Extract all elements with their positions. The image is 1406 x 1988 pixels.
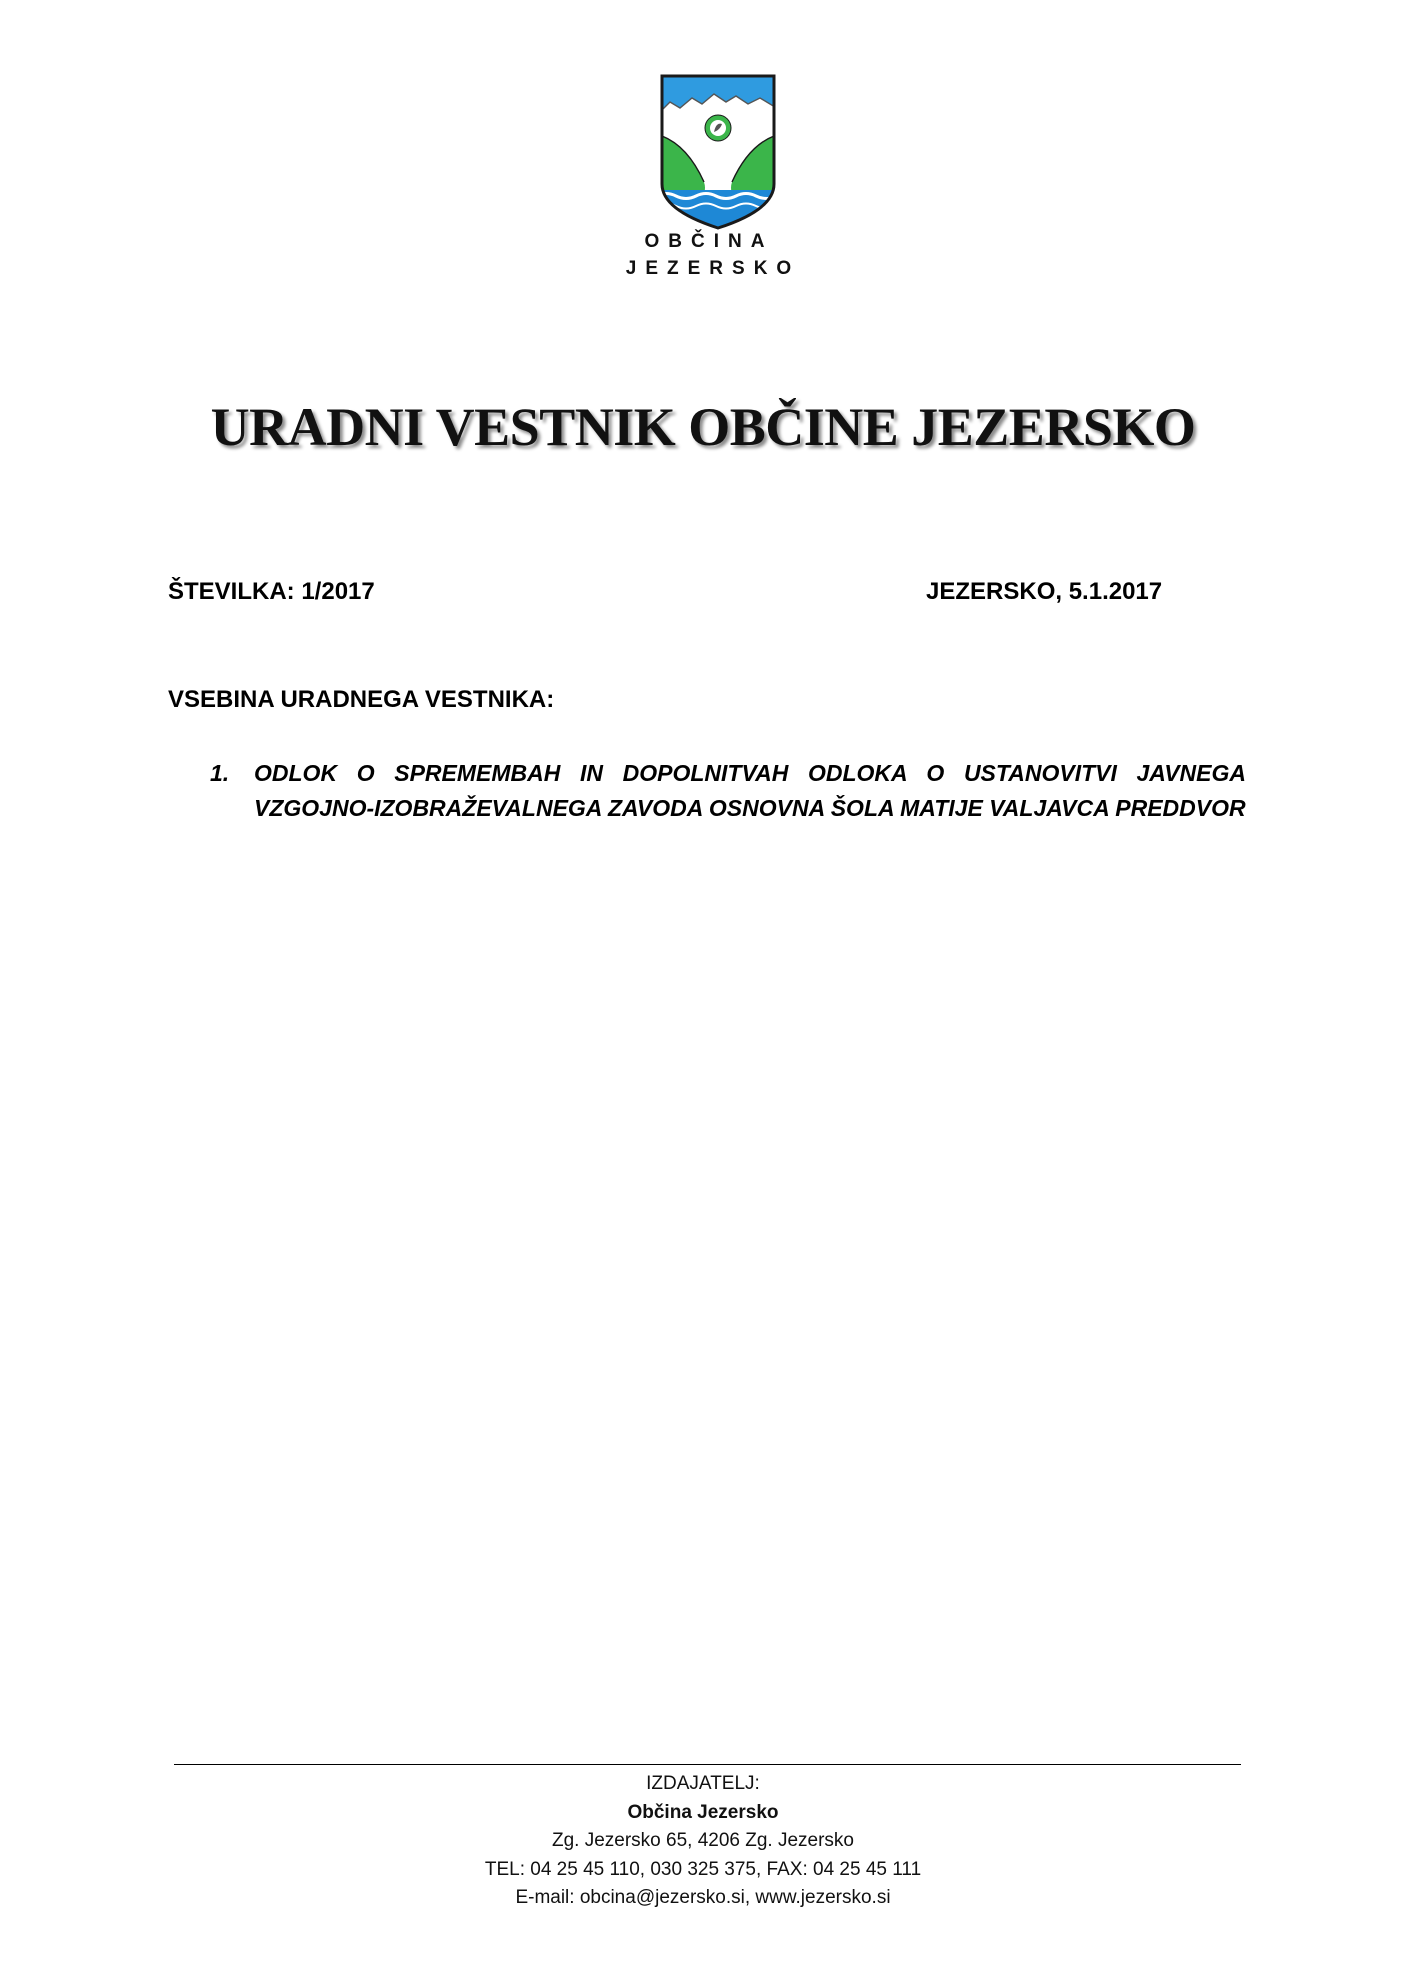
list-item-number: 1. [210, 760, 230, 786]
contents-list [210, 756, 1246, 826]
issue-number: ŠTEVILKA: 1/2017 [168, 578, 375, 605]
publisher-phones: TEL: 04 25 45 110, 030 325 375, FAX: 04 25 45 111 [484, 1858, 922, 1880]
publisher-address: Zg. Jezersko 65, 4206 Zg. Jezersko [551, 1830, 855, 1851]
list-item[interactable] [210, 756, 1246, 826]
contents-heading: VSEBINA URADNEGA VESTNIKA: [168, 686, 555, 713]
footer [300, 1770, 1106, 1913]
document-title: URADNI VESTNIK OBČINE JEZERSKO [210, 397, 1196, 457]
list-item-text: ODLOK O SPREMEMBAH IN DOPOLNITVAH ODLOKA O USTANOVITVI JAVNEGA VZGOJNO-IZOBRAŽEVALNEGA ZAVODA OSNOVNA ŠOLA MATIJE VALJAVCA PREDDVOR [254, 760, 1246, 821]
municipality-name-line1: OBČINA [644, 231, 774, 252]
municipality-name-line2: JEZERSKO [625, 258, 801, 279]
coat-of-arms-icon [656, 72, 780, 232]
issue-place-date: JEZERSKO, 5.1.2017 [926, 578, 1163, 605]
publisher-contact: E-mail: obcina@jezersko.si, www.jezersko.si [515, 1887, 891, 1908]
footer-divider [174, 1764, 1241, 1765]
publisher-name: Občina Jezersko [627, 1801, 779, 1823]
publisher-label: IZDAJATELJ: [646, 1773, 760, 1794]
